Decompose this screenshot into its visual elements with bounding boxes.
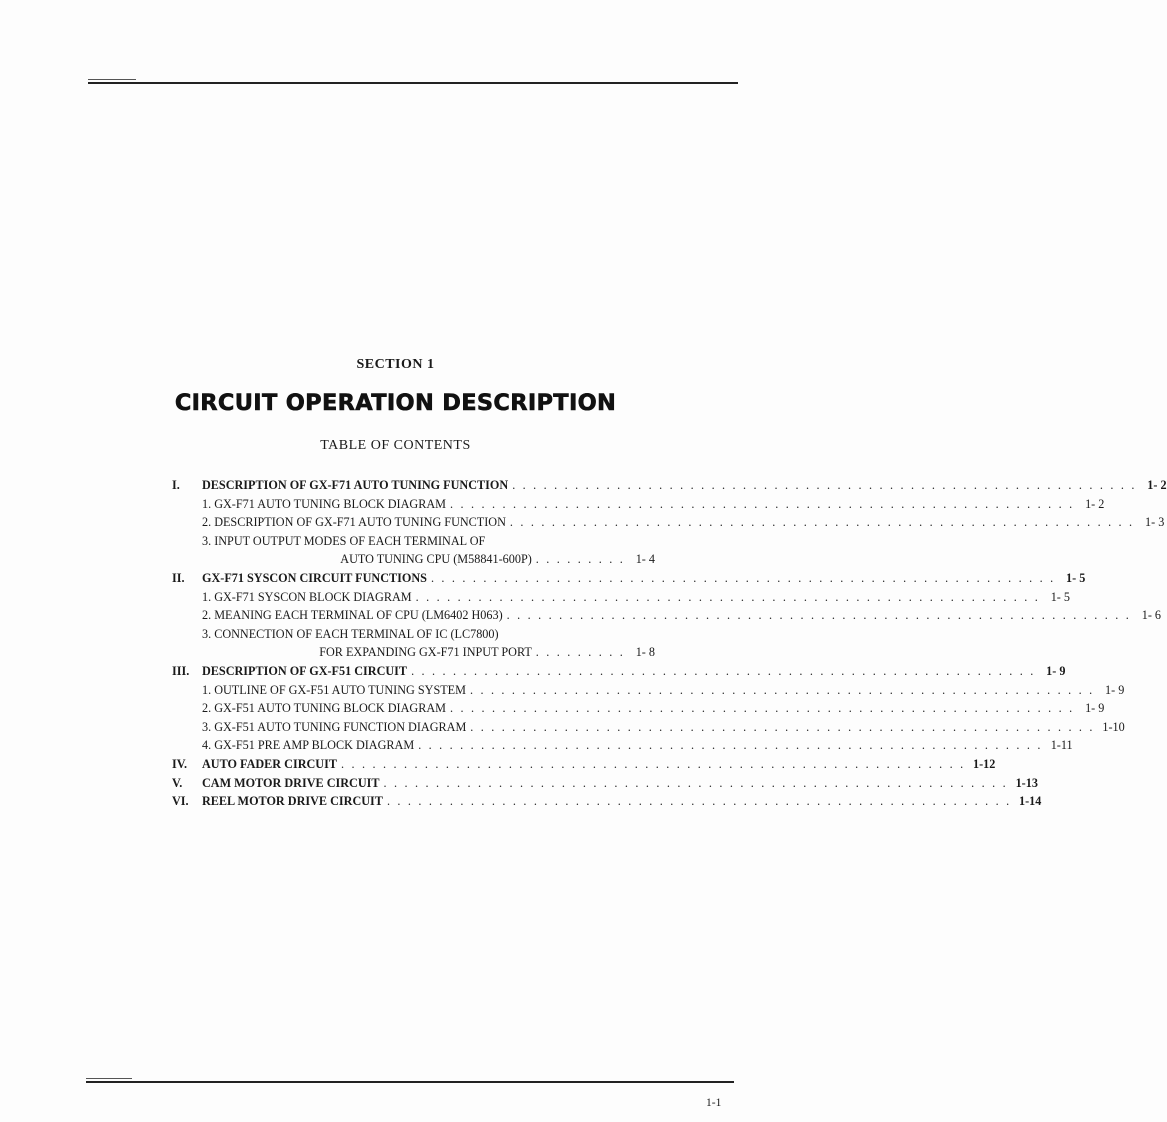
toc-page-number: 1- 3 xyxy=(1145,515,1165,530)
toc-page-number: 1- 2 xyxy=(1085,496,1105,511)
toc-line xyxy=(202,662,1066,681)
toc-section-number: I. xyxy=(172,478,180,492)
toc-section-number: V. xyxy=(172,775,183,790)
toc-section-number: IV. xyxy=(172,756,188,771)
toc-row xyxy=(172,662,1066,681)
toc-line xyxy=(202,792,1042,811)
toc-row xyxy=(172,588,1070,607)
toc-row xyxy=(172,550,655,569)
toc-line xyxy=(202,588,1070,607)
toc-leader-dots: . . . . . . . . . . . . . . . . . . . . . . . . . . . . . . . . . . . . . . . . . . . . . . . . . . . . . . . . . . . . xyxy=(449,496,1075,511)
toc-leader-dots: . . . . . . . . . . . . . . . . . . . . . . . . . . . . . . . . . . . . . . . . . . . . . . . . . . . . . . . . . . . . xyxy=(386,794,1012,809)
toc-row xyxy=(172,532,655,551)
toc-line xyxy=(202,774,1038,793)
toc-entry-title: 4. GX-F51 PRE AMP BLOCK DIAGRAM xyxy=(202,738,415,753)
toc-row xyxy=(172,699,1105,718)
toc-leader-dots: . . . . . . . . . . . . . . . . . . . . . . . . . . . . . . . . . . . . . . . . . . . . . . . . . . . . . . . . . . . . xyxy=(509,515,1135,530)
toc-page-number: 1- 2 xyxy=(1147,478,1167,492)
toc-section-number: II. xyxy=(172,570,185,585)
toc-line xyxy=(202,495,1105,514)
page-number: 1-1 xyxy=(706,1097,722,1109)
toc-page-number: 1-14 xyxy=(1018,794,1042,809)
toc-row xyxy=(172,569,1086,588)
toc-line xyxy=(202,718,1125,737)
toc-entry-title: 1. OUTLINE OF GX-F51 AUTO TUNING SYSTEM xyxy=(202,682,466,697)
toc-line xyxy=(202,681,1125,700)
toc-section-number: III. xyxy=(172,663,190,678)
toc-row xyxy=(172,606,1162,625)
toc-line xyxy=(202,736,1073,755)
toc-page-number: 1- 9 xyxy=(1105,682,1125,697)
toc-leader-dots: . . . . . . . . . . . . . . . . . . . . . . . . . . . . . . . . . . . . . . . . . . . . . . . . . . . . . . . . . . . . xyxy=(411,663,1036,678)
toc-row xyxy=(172,755,996,774)
toc-row xyxy=(172,625,655,644)
toc-page-number: 1- 6 xyxy=(1141,608,1162,623)
toc-entry-title: 3. INPUT OUTPUT MODES OF EACH TERMINAL OF xyxy=(202,533,486,548)
toc-entry-title: 3. CONNECTION OF EACH TERMINAL OF IC (LC7800) xyxy=(202,626,499,641)
top-rule xyxy=(88,82,738,84)
toc-page-number: 1-10 xyxy=(1102,719,1125,734)
toc-line xyxy=(202,513,1165,532)
toc-line xyxy=(202,699,1105,718)
toc-page-number: 1- 9 xyxy=(1085,701,1105,716)
toc-row xyxy=(172,643,655,662)
toc-entry-title: 3. GX-F51 AUTO TUNING FUNCTION DIAGRAM xyxy=(202,719,467,734)
toc-entry-title: 1. GX-F71 SYSCON BLOCK DIAGRAM xyxy=(202,589,412,604)
toc-row xyxy=(172,736,1073,755)
toc-entry-title: 2. DESCRIPTION OF GX-F71 AUTO TUNING FUNCTION xyxy=(202,515,506,530)
toc-leader-dots: . . . . . . . . . . . . . . . . . . . . . . . . . . . . . . . . . . . . . . . . . . . . . . . . . . . . . . . . . . . . xyxy=(383,775,1008,790)
toc-page-number: 1- 8 xyxy=(635,645,655,660)
toc-entry-title: CAM MOTOR DRIVE CIRCUIT xyxy=(202,775,380,790)
toc-leader-dots: . . . . . . . . . . . . . . . . . . . . . . . . . . . . . . . . . . . . . . . . . . . . . . . . . . . . . . . . . . . . xyxy=(469,682,1095,697)
toc-entry-title: DESCRIPTION OF GX-F71 AUTO TUNING FUNCTION xyxy=(202,478,509,492)
toc-row xyxy=(172,792,1042,811)
toc-row xyxy=(172,774,1038,793)
toc-section-number: VI. xyxy=(172,794,189,809)
toc-entry-title: DESCRIPTION OF GX-F51 CIRCUIT xyxy=(202,663,408,678)
toc-leader-dots: . . . . . . . . . . . . . . . . . . . . . . . . . . . . . . . . . . . . . . . . . . . . . . . . . . . . . . . . . . . . xyxy=(418,738,1043,753)
toc-leader-dots: . . . . . . . . . . . . . . . . . . . . . . . . . . . . . . . . . . . . . . . . . . . . . . . . . . . . . . . . . . . . xyxy=(449,701,1075,716)
toc-leader-dots: . . . . . . . . . . . . . . . . . . . . . . . . . . . . . . . . . . . . . . . . . . . . . . . . . . . . . . . . . . . . xyxy=(430,570,1056,585)
toc-entry-title: GX-F71 SYSCON CIRCUIT FUNCTIONS xyxy=(202,570,427,585)
toc-leader-dots: . . . . . . . . . . . . . . . . . . . . . . . . . . . . . . . . . . . . . . . . . . . . . . . . . . . . . . . . . . . . xyxy=(340,756,966,771)
toc-line xyxy=(202,476,1167,495)
toc-entry-title: 2. MEANING EACH TERMINAL OF CPU (LM6402 H063) xyxy=(202,608,503,623)
page-title: CIRCUIT OPERATION DESCRIPTION xyxy=(174,390,617,416)
toc-page-number: 1- 5 xyxy=(1066,570,1086,585)
toc-entry-title: REEL MOTOR DRIVE CIRCUIT xyxy=(202,794,383,809)
toc-page-number: 1-11 xyxy=(1050,738,1073,753)
bottom-rule xyxy=(86,1081,734,1083)
toc-row xyxy=(172,513,1165,532)
toc-line xyxy=(202,606,1162,625)
toc-page-number: 1-12 xyxy=(973,756,996,771)
toc-page-number: 1- 4 xyxy=(635,552,655,567)
toc-line xyxy=(202,532,655,551)
toc-page-number: 1- 5 xyxy=(1050,589,1070,604)
toc-page-number: 1-13 xyxy=(1015,775,1038,790)
toc-leader-dots: . . . . . . . . . xyxy=(535,552,625,567)
toc-line xyxy=(202,643,655,662)
toc-entry-title: 1. GX-F71 AUTO TUNING BLOCK DIAGRAM xyxy=(202,496,446,511)
toc-row xyxy=(172,681,1125,700)
toc-leader-dots: . . . . . . . . . . . . . . . . . . . . . . . . . . . . . . . . . . . . . . . . . . . . . . . . . . . . . . . . . . . . xyxy=(415,589,1040,604)
top-rule-accent xyxy=(88,79,136,80)
toc-line xyxy=(202,569,1086,588)
toc-line xyxy=(202,625,655,644)
toc-leader-dots: . . . . . . . . . . . . . . . . . . . . . . . . . . . . . . . . . . . . . . . . . . . . . . . . . . . . . . . . . . . . xyxy=(506,608,1132,623)
toc-heading: TABLE OF CONTENTS xyxy=(320,438,471,453)
toc-leader-dots: . . . . . . . . . xyxy=(535,645,625,660)
table-of-contents xyxy=(172,476,1167,811)
toc-row xyxy=(172,476,1167,495)
toc-row xyxy=(172,495,1105,514)
toc-entry-title: 2. GX-F51 AUTO TUNING BLOCK DIAGRAM xyxy=(202,701,446,716)
toc-entry-title: AUTO TUNING CPU (M58841-600P) xyxy=(340,552,532,567)
toc-leader-dots: . . . . . . . . . . . . . . . . . . . . . . . . . . . . . . . . . . . . . . . . . . . . . . . . . . . . . . . . . . . . xyxy=(512,478,1137,492)
toc-line xyxy=(202,550,655,569)
toc-line xyxy=(202,755,996,774)
toc-leader-dots: . . . . . . . . . . . . . . . . . . . . . . . . . . . . . . . . . . . . . . . . . . . . . . . . . . . . . . . . . . . . xyxy=(470,719,1095,734)
toc-entry-title: FOR EXPANDING GX-F71 INPUT PORT xyxy=(319,645,532,660)
toc-entry-title: AUTO FADER CIRCUIT xyxy=(202,756,337,771)
bottom-rule-accent xyxy=(86,1078,132,1079)
toc-page-number: 1- 9 xyxy=(1046,663,1066,678)
section-label: SECTION 1 xyxy=(356,357,435,372)
toc-row xyxy=(172,718,1125,737)
